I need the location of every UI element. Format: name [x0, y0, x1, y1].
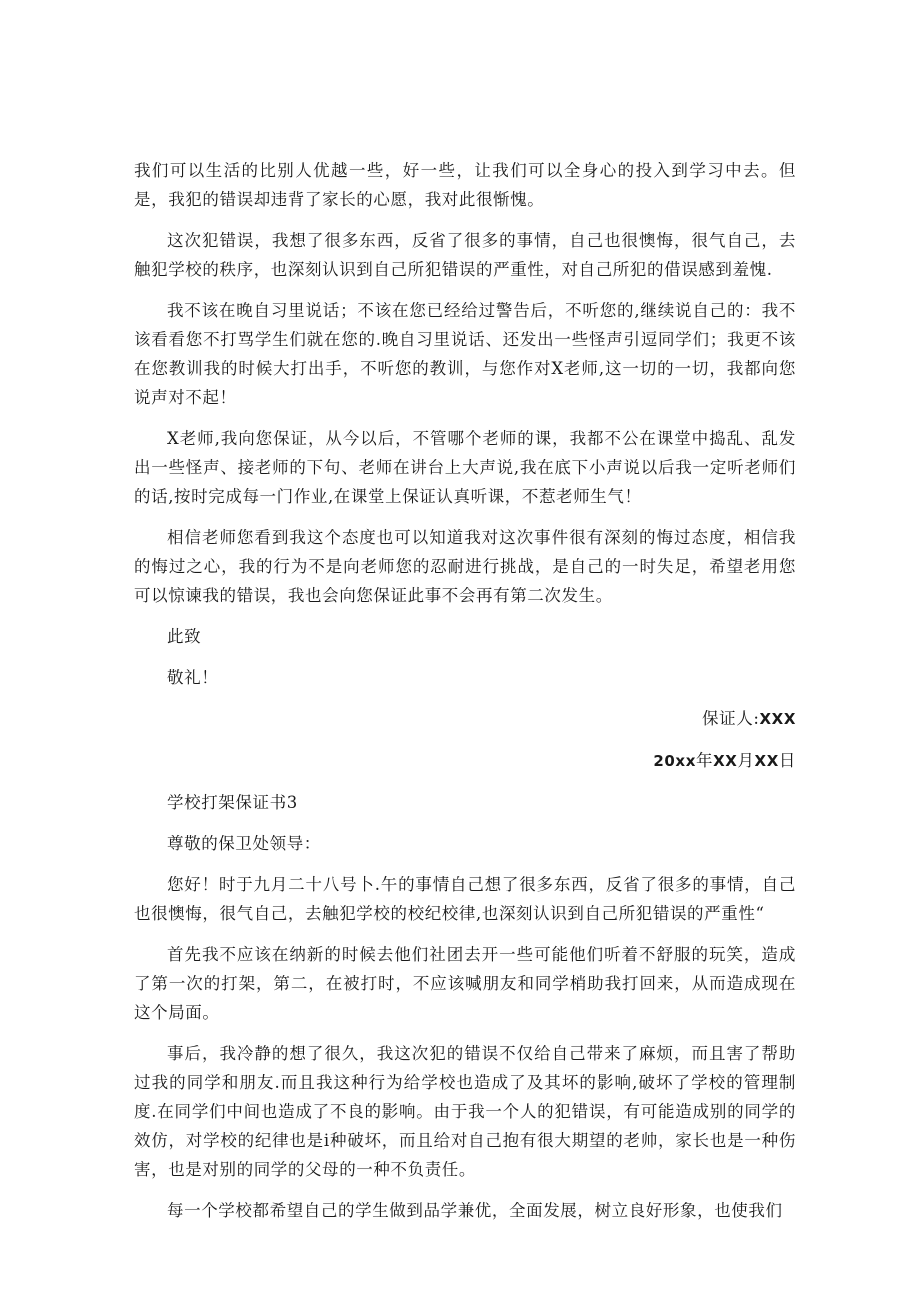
document-page — [134, 156, 796, 1237]
paragraph: 我不该在晚自习里说话；不该在您已经给过警告后，不听您的,继续说自己的：我不该看看您不打骂学生们就在您的.晚自习里说话、还发出一些怪声引逗同学们；我更不该在您教训我的时候大打出手，不听您的教训，与您作对X老师,这一切的一切，我都向您说声对不起！ — [134, 301, 796, 407]
paragraph: 我们可以生活的比别人优越一些，好一些，让我们可以全身心的投入到学习中去。但是，我犯的错误却违背了家长的心愿，我对此很惭愧。 — [134, 161, 796, 209]
paragraph: 事后，我冷静的想了很久，我这次犯的错误不仅给自己带来了麻烦，而且害了帮助过我的同学和朋友.而且我这种行为给学校也造成了及其坏的影响,破坏了学校的管理制度.在同学们中间也造成了不良的影响。由于我一个人的犯错误，有可能造成别的同学的效仿，对学校的纪律也是i种破坏，而且给对自己抱有很大期望的老帅，家长也是一种伤害，也是对别的同学的父母的一种不负责任。 — [134, 1044, 796, 1179]
signer-label: 保证人: — [702, 709, 760, 728]
paragraph: X老师,我向您保证，从今以后，不管哪个老师的课，我都不公在课堂中捣乱、乱发出一些怪声、接老师的下句、老师在讲台上大声说,我在底下小声说以后我一定听老师们的话,按时完成每一门作业,在课堂上保证认真听课，不惹老师生气！ — [134, 429, 796, 506]
date-day: XX — [754, 752, 779, 770]
paragraph: 首先我不应该在纳新的时候去他们社团去开一些可能他们听着不舒服的玩笑，造成了第一次的打架，第二，在被打时，不应该喊朋友和同学梢助我打回来，从而造成现在这个局面。 — [134, 945, 796, 1022]
closing-salute: 敬礼！ — [167, 668, 219, 687]
salutation: 尊敬的保卫处领导： — [167, 834, 321, 853]
paragraph: 这次犯错误，我想了很多东西，反省了很多的事情，自己也很懊悔，很气自己，去触犯学校的秩序，也深刻认识到自己所犯错误的严重性，对自己所犯的借误感到羞愧. — [134, 231, 796, 279]
date-day-unit: 日 — [778, 751, 796, 770]
date-year-unit: 年 — [695, 751, 714, 770]
date-line — [134, 746, 796, 776]
date-month-unit: 月 — [737, 751, 755, 770]
paragraph: 每一个学校都希望自己的学生做到品学兼优，全面发展，树立良好形象，也使我们 — [167, 1201, 783, 1220]
closing-line: 此致 — [167, 627, 202, 646]
signer-line — [134, 704, 796, 734]
date-year: 20xx — [653, 752, 696, 770]
signer-name: XXX — [759, 710, 796, 728]
section-title: 学校打架保证书3 — [167, 793, 298, 812]
date-month: XX — [713, 752, 738, 770]
paragraph: 相信老师您看到我这个态度也可以知道我对这次事件很有深刻的悔过态度，相信我的悔过之心，我的行为不是向老师您的忍耐进行挑战，是自己的一时失足，希望老用您可以惊谏我的错误，我也会向您保证此事不会再有第二次发生。 — [134, 528, 796, 605]
paragraph: 您好！时于九月二十八号卜.午的事情自己想了很多东西，反省了很多的事情，自己也很懊悔，很气自己，去触犯学校的校纪校律,也深刻认识到自己所犯错误的严重性“ — [134, 875, 796, 923]
